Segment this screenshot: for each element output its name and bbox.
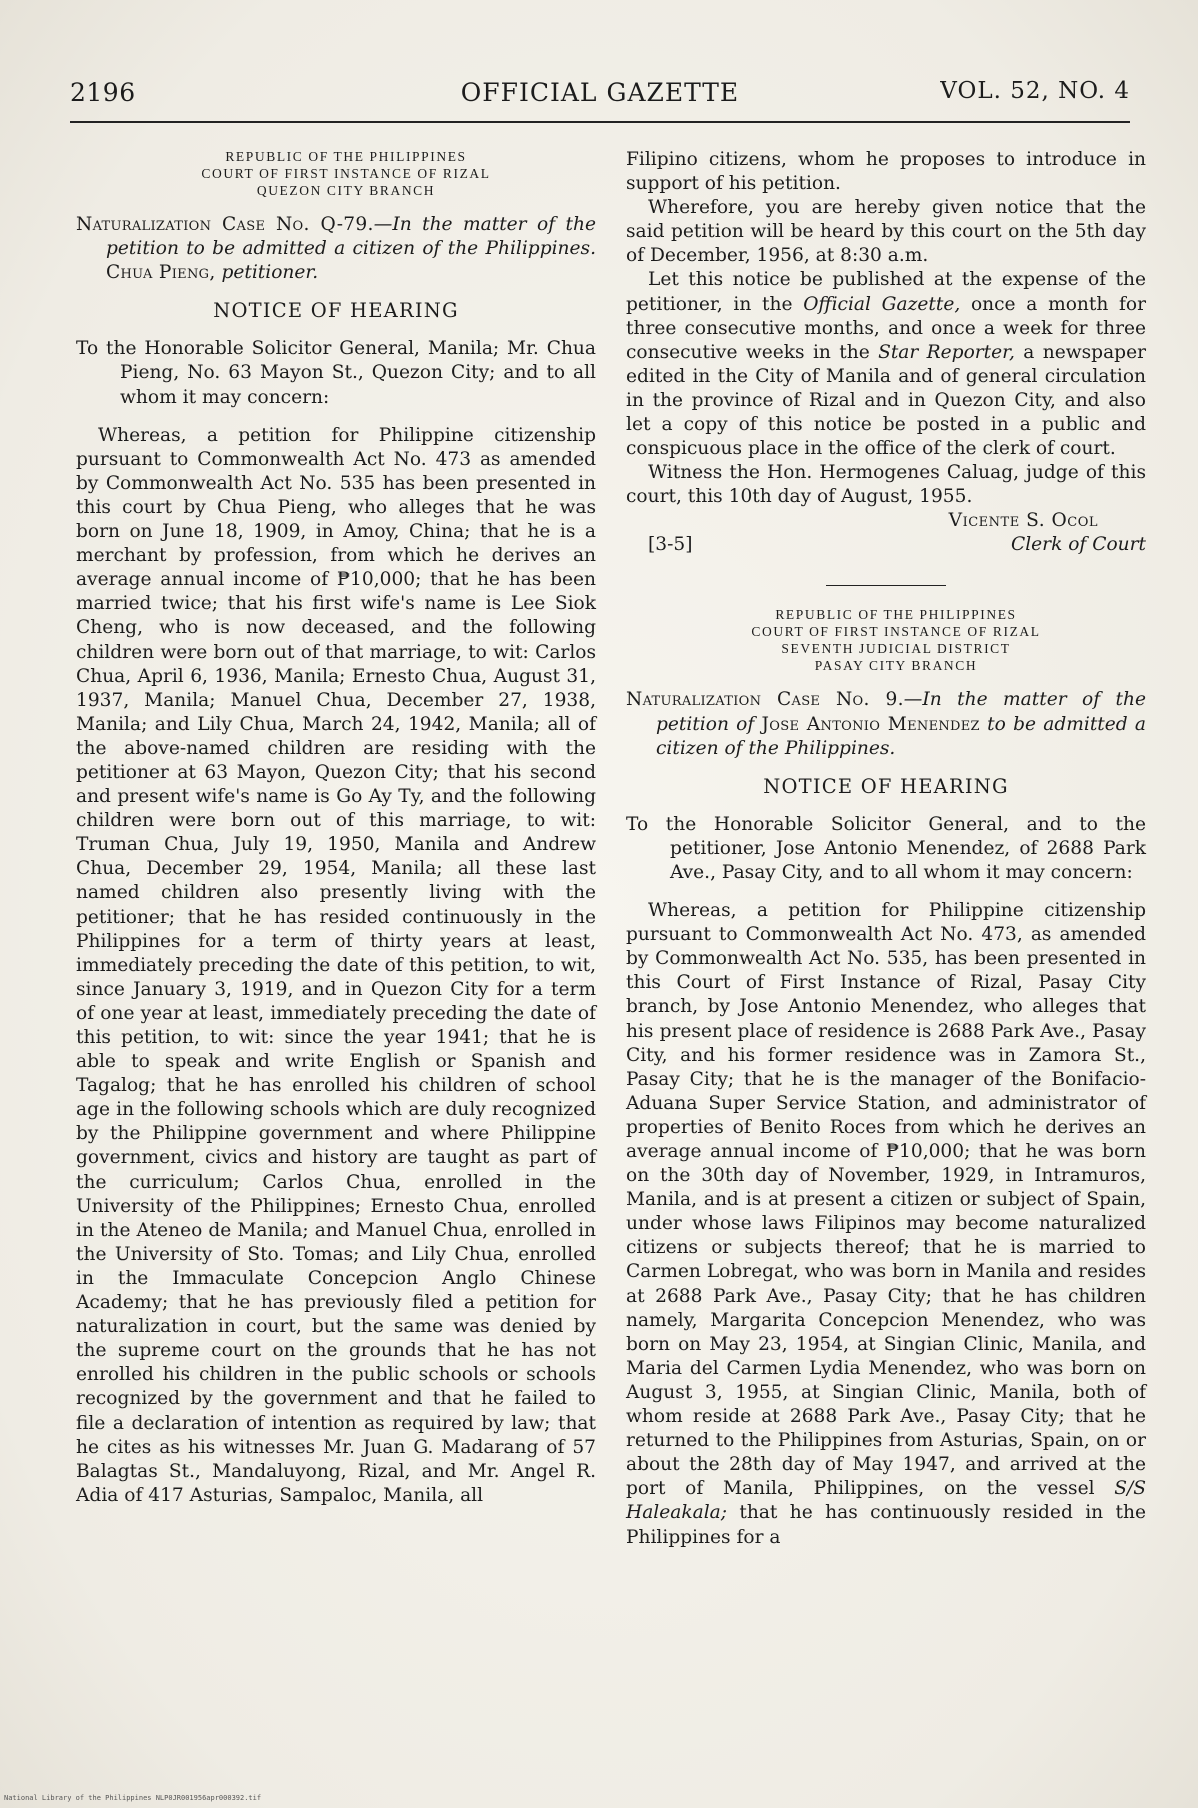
case-caption [76,213,596,285]
notice-address: To the Honorable Solicitor General, and to the petitioner, Jose Antonio Menendez, of 2688 Park Ave., Pasay City, and to all whom it may concern: [626,813,1146,883]
header-rule [70,121,1130,123]
notice-divider [826,585,946,586]
case-matter: —In the matter of the petition to be admitted a citizen of the Philippines. [106,214,596,260]
court-line: SEVENTH JUDICIAL DISTRICT [781,641,1011,657]
scan-footer: National Library of the Philippines NLP0JR001956apr000392.tif [4,1794,262,1802]
court-line: REPUBLIC OF THE PHILIPPINES [225,149,467,164]
gazette-name: Official Gazette, [803,293,961,315]
court-heading [646,606,1146,674]
notice-body: Whereas, a petition for Philippine citizenship pursuant to Commonwealth Act No. 473, as amended by Commonwealth Act No. 535, has been presented in this Court of First Instance of Rizal, Pasay City branch, by Jose Antonio Menendez, who alleges that his present place of residence is 2688 Park Ave., Pasay City, and his former residence was in Zamora St., Pasay City; that he is the manager of the Bonifacio-Aduana Super Service Station, and administrator of properties of Benito Roces from which he derives an average annual income of ₱10,000; that he was born on the 30th day of November, 1929, in Intramuros, Manila, and is at present a citizen or subject of Spain, under whose laws Filipinos may become naturalized citizens or subjects thereof; that he is married to Carmen Lobregat, who was born in Manila and resides at 2688 Park Ave., Pasay City; that he has children namely, Margarita Concepcion Menendez, who was born on May 23, 1954, at Singian Clinic, Manila, and Maria del Carmen Lydia Menendez, who was born on August 3, 1955, at Singian Clinic, Manila, both of whom reside at 2688 Park Ave., Pasay City; that he returned to the Philippines from Asturias, Spain, on or about the 28th day of May 1947, and arrived at the port of Manila, Philippines, on the vessel S/S Haleakala; that he has continuously resided in the Philippines for a [626,900,1146,1548]
court-line: PASAY CITY BRANCH [814,658,978,674]
notice-title: NOTICE OF HEARING [213,299,459,323]
court-line: COURT OF FIRST INSTANCE OF RIZAL [201,166,491,181]
notice-wherefore: Wherefore, you are hereby given notice that the said petition will be heard by this court on the 5th day of December, 1956, at 8:30 a.m. [626,197,1146,267]
notice-continuation: Filipino citizens, whom he proposes to introduce in support of his petition. [626,149,1146,195]
case-label: Naturalization Case No. Q-79. [76,214,374,235]
petitioner-name: Jose Antonio Menendez [761,713,980,735]
case-caption: Naturalization Case No. 9.—In the matter of the petition of Jose Antonio Menendez to be admitted a citizen of the Philippines. [626,689,1147,759]
court-heading [96,148,596,199]
court-line: QUEZON CITY BRANCH [256,183,436,198]
volume-number: VOL. 52, NO. 4 [940,78,1130,104]
page-header [70,78,1130,118]
page-number: 2196 [70,78,136,107]
newspaper-name: Star Reporter, [878,341,1015,363]
left-column [76,148,596,1508]
signatory-name: Vicente S. Ocol [948,510,1098,532]
notice-publication: Let this notice be published at the expense of the petitioner, in the Official Gazette, once a month for three consecutive months, and once a week for three consecutive weeks in the Star Reporter, a newspaper edited in the City of Manila and of general circulation in the province of Rizal and in Quezon City, and also let a copy of this notice be posted in a public and conspicuous place in the office of the clerk of court. [626,269,1147,460]
notice-title: NOTICE OF HEARING [763,774,1009,798]
court-line: COURT OF FIRST INSTANCE OF RIZAL [751,624,1041,640]
petitioner-role: petitioner. [221,262,319,284]
petitioner-name: Chua Pieng, [106,262,216,284]
publication-title: OFFICIAL GAZETTE [460,78,740,107]
signature-block [626,509,1146,559]
signatory-title: Clerk of Court [1011,534,1146,556]
right-column [626,148,1146,1550]
publication-reference: [3-5] [648,534,693,556]
court-line: REPUBLIC OF THE PHILIPPINES [775,607,1017,623]
notice-body: Whereas, a petition for Philippine citizenship pursuant to Commonwealth Act No. 473 as amended by Commonwealth Act No. 535 has been presented in this court by Chua Pieng, who alleges that he was born on June 18, 1909, in Amoy, China; that he is a merchant by profession, from which he derives an average annual income of ₱10,000; that he has been married twice; that his first wife's name is Lee Siok Cheng, who is now deceased, and the following children were born out of that marriage, to wit: Carlos Chua, April 6, 1936, Manila; Ernesto Chua, August 31, 1937, Manila; Manuel Chua, December 27, 1938, Manila; and Lily Chua, March 24, 1942, Manila; all of the above-named children are residing with the petitioner at 63 Mayon, Quezon City; that his second and present wife's name is Go Ay Ty, and the following children were born out of this marriage, to wit: Truman Chua, July 19, 1950, Manila and Andrew Chua, December 29, 1954, Manila; all these last named children also presently living with the petitioner; that he has resided continuously in the Philippines for a term of thirty years at least, immediately preceding the date of this petition, to wit, since January 3, 1919, and in Quezon City for a term of one year at least, immediately preceding the date of this petition, to wit: since the year 1941; that he is able to speak and write English or Spanish and Tagalog; that he has enrolled his children of school age in the following schools which are duly recognized by the Philippine government and where Philippine government, civics and history are taught as part of the curriculum; Carlos Chua, enrolled in the University of the Philippines; Ernesto Chua, enrolled in the Ateneo de Manila; and Manuel Chua, enrolled in the University of Sto. Tomas; and Lily Chua, enrolled in the Immaculate Concepcion Anglo Chinese Academy; that he has previously filed a petition for naturalization in court, but the same was denied by the supreme court on the grounds that he has not enrolled his children in the public schools or schools recognized by the government and that he failed to file a declaration of intention as required by law; that he cites as his witnesses Mr. Juan G. Madarang of 57 Balagtas St., Mandaluyong, Rizal, and Mr. Angel R. Adia of 417 Asturias, Sampaloc, Manila, all [76,424,596,1506]
notice-address: To the Honorable Solicitor General, Manila; Mr. Chua Pieng, No. 63 Mayon St., Quezon City; and to all whom it may concern: [76,338,596,408]
vessel-name: S/S Haleakala; [626,1478,1146,1524]
notice-witness: Witness the Hon. Hermogenes Caluag, judge of this court, this 10th day of August, 1955. [626,462,1146,508]
case-label: Naturalization Case No. 9. [626,689,904,711]
